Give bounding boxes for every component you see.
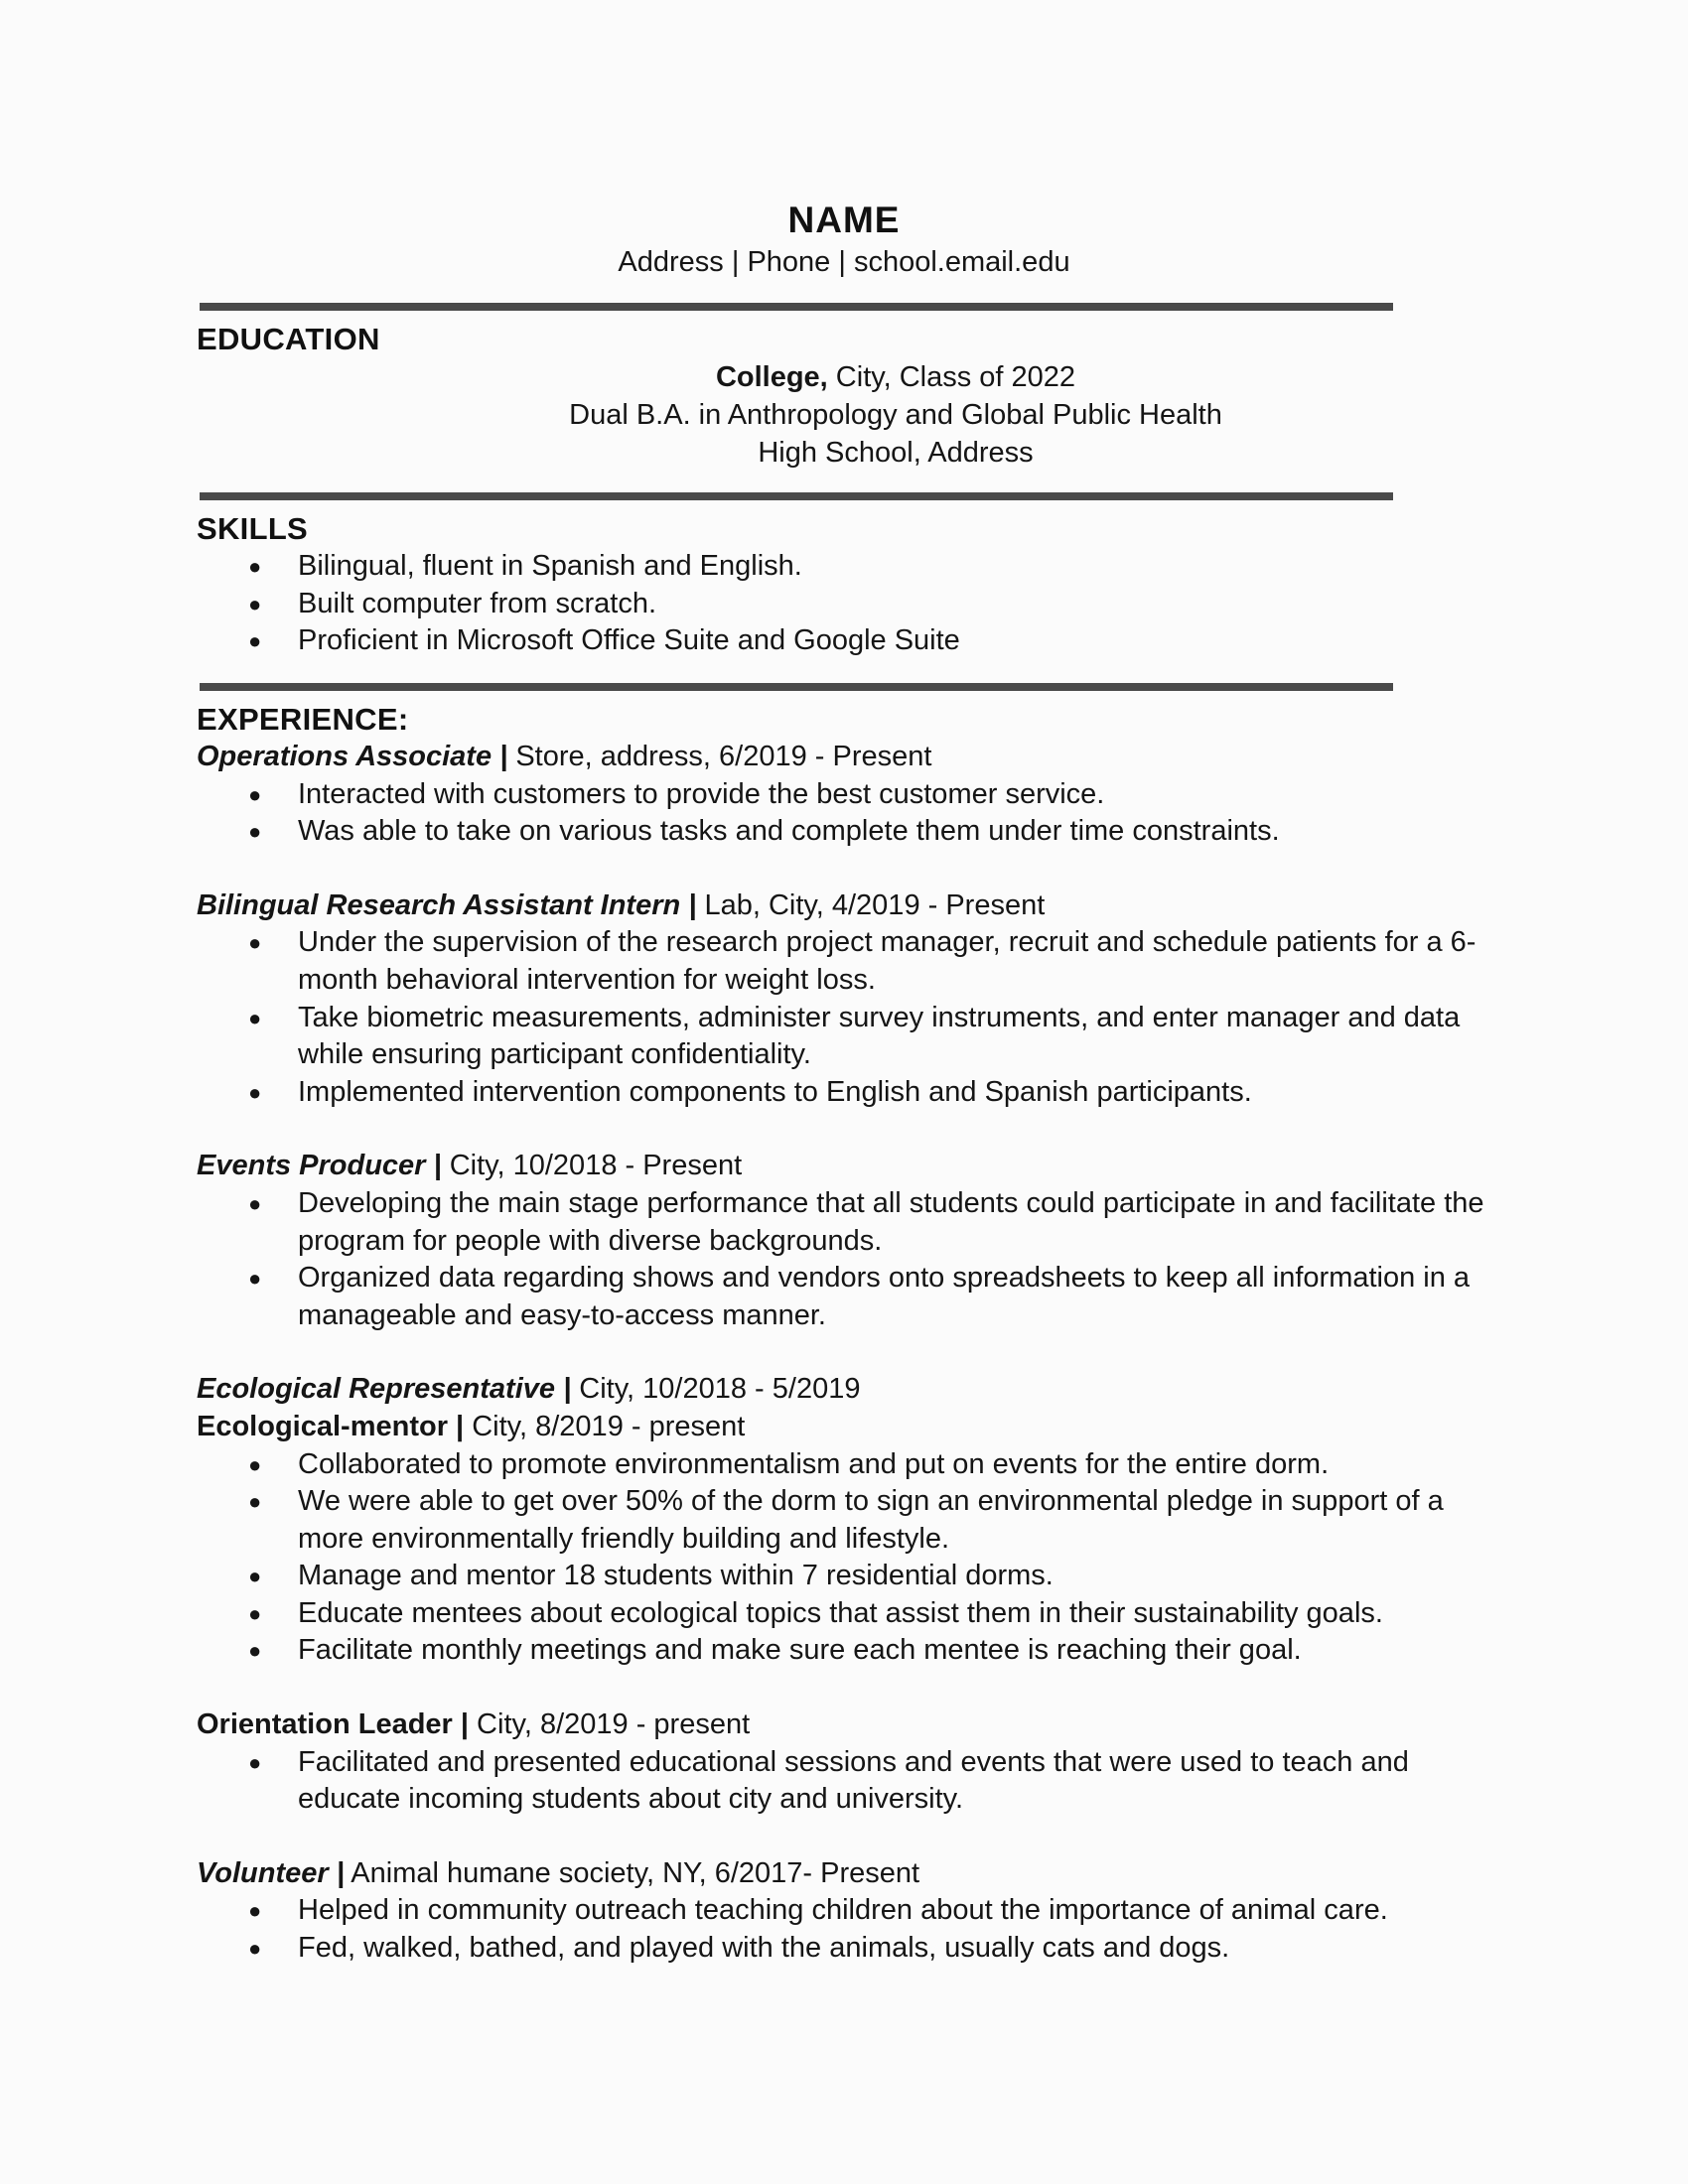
bullet-icon: ● <box>248 1749 262 1775</box>
job-header <box>197 887 1497 925</box>
job-title: Ecological-mentor | <box>197 1410 465 1442</box>
job-header <box>197 1148 1497 1185</box>
job-entry <box>197 1148 1497 1334</box>
list-item: ● Organized data regarding shows and vendors onto spreadsheets to keep all information in a manageable and easy-to-access manner. <box>248 1262 1471 1331</box>
list-item: ● We were able to get over 50% of the dorm to sign an environmental pledge in support of a more environmentally friendly building and lifestyle. <box>248 1485 1444 1555</box>
list-item: ● Collaborated to promote environmentalism and put on events for the entire dorm. <box>197 1446 1497 1484</box>
bullet-icon: ● <box>248 1638 262 1664</box>
bullet-icon: ● <box>248 1005 262 1030</box>
list-item: ● Helped in community outreach teaching children about the importance of animal care. <box>197 1892 1497 1930</box>
job-entry <box>197 739 1497 851</box>
list-item: ● Interacted with customers to provide the best customer service. <box>197 776 1497 814</box>
list-item: ● Take biometric measurements, administer survey instruments, and enter manager and data while ensuring participant confidentiality. <box>248 1001 1461 1071</box>
job-bullets <box>197 1892 1497 1967</box>
education-college-line <box>260 358 1531 396</box>
section-divider <box>200 303 1393 311</box>
job-header <box>197 739 1497 776</box>
section-title-education: EDUCATION <box>197 322 380 356</box>
section-title-experience: EXPERIENCE: <box>197 702 409 737</box>
job-detail: City, 8/2019 - present <box>464 1410 746 1442</box>
bullet-icon: ● <box>248 930 262 956</box>
bullet-icon: ● <box>248 781 262 807</box>
list-item: ● Manage and mentor 18 students within 7 residential dorms. <box>197 1558 1497 1595</box>
job-header-secondary <box>197 1409 1497 1446</box>
bullet-icon: ● <box>248 1266 262 1292</box>
contact-line: Address | Phone | school.email.edu <box>618 246 1070 278</box>
job-entry <box>197 887 1497 1112</box>
job-entry <box>197 1371 1497 1670</box>
list-item: ● Developing the main stage performance that all students could participate in and facilitate the program for people with diverse backgrounds. <box>248 1186 1484 1257</box>
section-divider <box>200 492 1393 500</box>
list-item: ● Bilingual, fluent in Spanish and English. <box>197 548 1497 586</box>
applicant-name: NAME <box>787 200 901 240</box>
bullet-icon: ● <box>248 1190 262 1216</box>
bullet-icon: ● <box>248 1936 262 1962</box>
skills-list <box>197 548 1497 660</box>
bullet-icon: ● <box>248 628 262 654</box>
resume-header <box>0 198 1688 280</box>
job-header <box>197 1371 1497 1409</box>
job-detail: City, 10/2018 - 5/2019 <box>571 1373 861 1406</box>
list-item: ● Implemented intervention components to English and Spanish participants. <box>197 1074 1497 1112</box>
job-entry <box>197 1855 1497 1968</box>
education-high-school: High School, Address <box>758 437 1034 469</box>
job-header <box>197 1706 1497 1744</box>
bullet-icon: ● <box>248 1564 262 1589</box>
job-bullets <box>197 1446 1497 1671</box>
job-detail: Animal humane society, NY, 6/2017- Present <box>344 1856 920 1889</box>
job-bullets <box>197 776 1497 851</box>
list-item: ● Educate mentees about ecological topics that assist them in their sustainability goals. <box>197 1595 1497 1633</box>
experience-section <box>197 701 1497 1968</box>
bullet-icon: ● <box>248 819 262 845</box>
job-detail: Lab, City, 4/2019 - Present <box>696 888 1046 921</box>
bullet-icon: ● <box>248 554 262 579</box>
job-title: Events Producer | <box>197 1150 442 1182</box>
list-item: ● Under the supervision of the research project manager, recruit and schedule patients for a 6-month behavioral intervention for weight loss. <box>248 926 1477 996</box>
job-detail: City, 10/2018 - Present <box>441 1150 743 1182</box>
section-divider <box>200 683 1393 691</box>
list-item: ● Built computer from scratch. <box>197 586 1497 623</box>
job-detail: Store, address, 6/2019 - Present <box>507 741 932 772</box>
list-item: ● Was able to take on various tasks and complete them under time constraints. <box>197 813 1497 851</box>
job-title: Volunteer | <box>197 1856 345 1889</box>
job-entry <box>197 1706 1497 1819</box>
bullet-icon: ● <box>248 591 262 616</box>
job-title: Ecological Representative | <box>197 1373 572 1406</box>
list-item: ● Fed, walked, bathed, and played with the animals, usually cats and dogs. <box>197 1930 1497 1968</box>
skills-section <box>197 510 1497 660</box>
bullet-icon: ● <box>248 1600 262 1626</box>
job-bullets <box>197 1185 1497 1334</box>
college-detail: City, Class of 2022 <box>827 361 1076 393</box>
section-title-skills: SKILLS <box>197 511 309 546</box>
bullet-icon: ● <box>248 1079 262 1105</box>
list-item: ● Facilitated and presented educational sessions and events that were used to teach and educate incoming students about city and university. <box>248 1745 1409 1816</box>
list-item: ● Proficient in Microsoft Office Suite and Google Suite <box>197 622 1497 660</box>
education-degree: Dual B.A. in Anthropology and Global Public Health <box>569 399 1222 431</box>
job-title: Operations Associate | <box>197 741 508 772</box>
bullet-icon: ● <box>248 1489 262 1515</box>
education-section <box>197 321 1497 472</box>
bullet-icon: ● <box>248 1898 262 1924</box>
job-bullets <box>197 1744 1497 1819</box>
job-title: Bilingual Research Assistant Intern | <box>197 888 697 921</box>
job-header <box>197 1855 1497 1893</box>
bullet-icon: ● <box>248 1451 262 1477</box>
job-title: Orientation Leader | <box>197 1708 469 1741</box>
list-item: ● Facilitate monthly meetings and make sure each mentee is reaching their goal. <box>197 1632 1497 1670</box>
college-name: College, <box>715 361 828 393</box>
job-bullets <box>197 924 1497 1111</box>
job-detail: City, 8/2019 - present <box>469 1708 751 1741</box>
